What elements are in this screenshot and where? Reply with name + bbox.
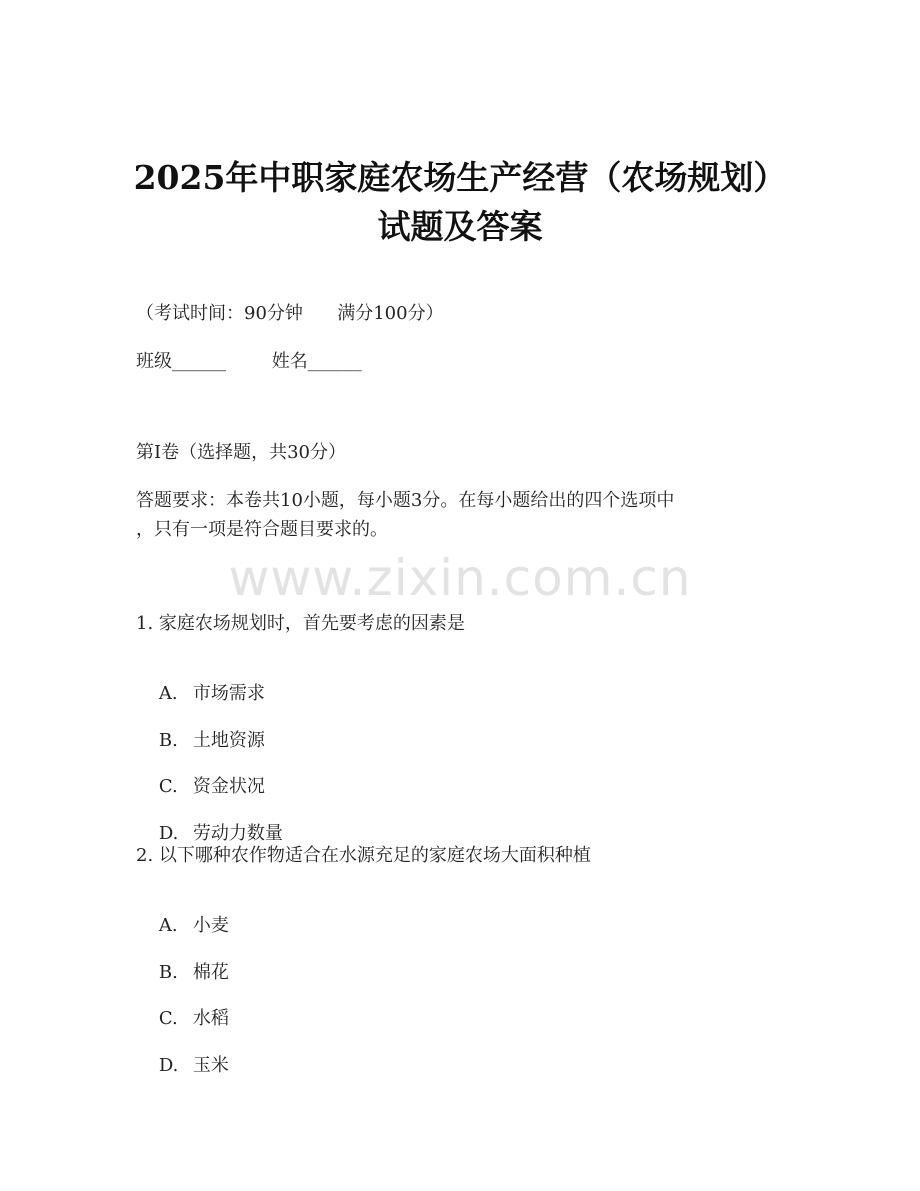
option-label: A. xyxy=(158,915,178,936)
question-stem: 1. 家庭农场规划时，首先要考虑的因素是 xyxy=(136,613,465,634)
question-stem: 2. 以下哪种农作物适合在水源充足的家庭农场大面积种植 xyxy=(136,845,591,866)
document-title-line-2: 试题及答案 xyxy=(377,207,543,246)
option-text: 资金状况 xyxy=(192,776,265,797)
option-text: 水稻 xyxy=(192,1008,229,1029)
option-label: B. xyxy=(158,962,178,983)
document-title-line-1: 2025年中职家庭农场生产经营（农场规划） xyxy=(133,158,787,197)
option-text: 小麦 xyxy=(192,915,229,936)
exam-info: （考试时间：90分钟 满分100分） xyxy=(136,303,444,324)
watermark: www.zixin.com.cn xyxy=(228,549,692,607)
option-label: B. xyxy=(158,730,178,751)
option-text: 劳动力数量 xyxy=(192,823,283,844)
option-label: A. xyxy=(158,683,178,704)
question-option xyxy=(136,1030,229,1102)
section-title: 第I卷（选择题，共30分） xyxy=(136,442,347,463)
option-label: D. xyxy=(158,823,179,844)
option-text: 土地资源 xyxy=(192,730,265,751)
option-label: D. xyxy=(158,1055,179,1076)
instructions-line-1: 答题要求：本卷共10小题，每小题3分。在每小题给出的四个选项中 xyxy=(136,490,675,511)
option-text: 玉米 xyxy=(192,1055,229,1076)
option-text: 市场需求 xyxy=(192,683,265,704)
instructions-line-2: ，只有一项是符合题目要求的。 xyxy=(136,519,388,540)
class-name-fields: 班级______ 姓名______ xyxy=(136,351,362,372)
option-label: C. xyxy=(158,776,178,797)
option-text: 棉花 xyxy=(192,962,229,983)
option-label: C. xyxy=(158,1008,178,1029)
